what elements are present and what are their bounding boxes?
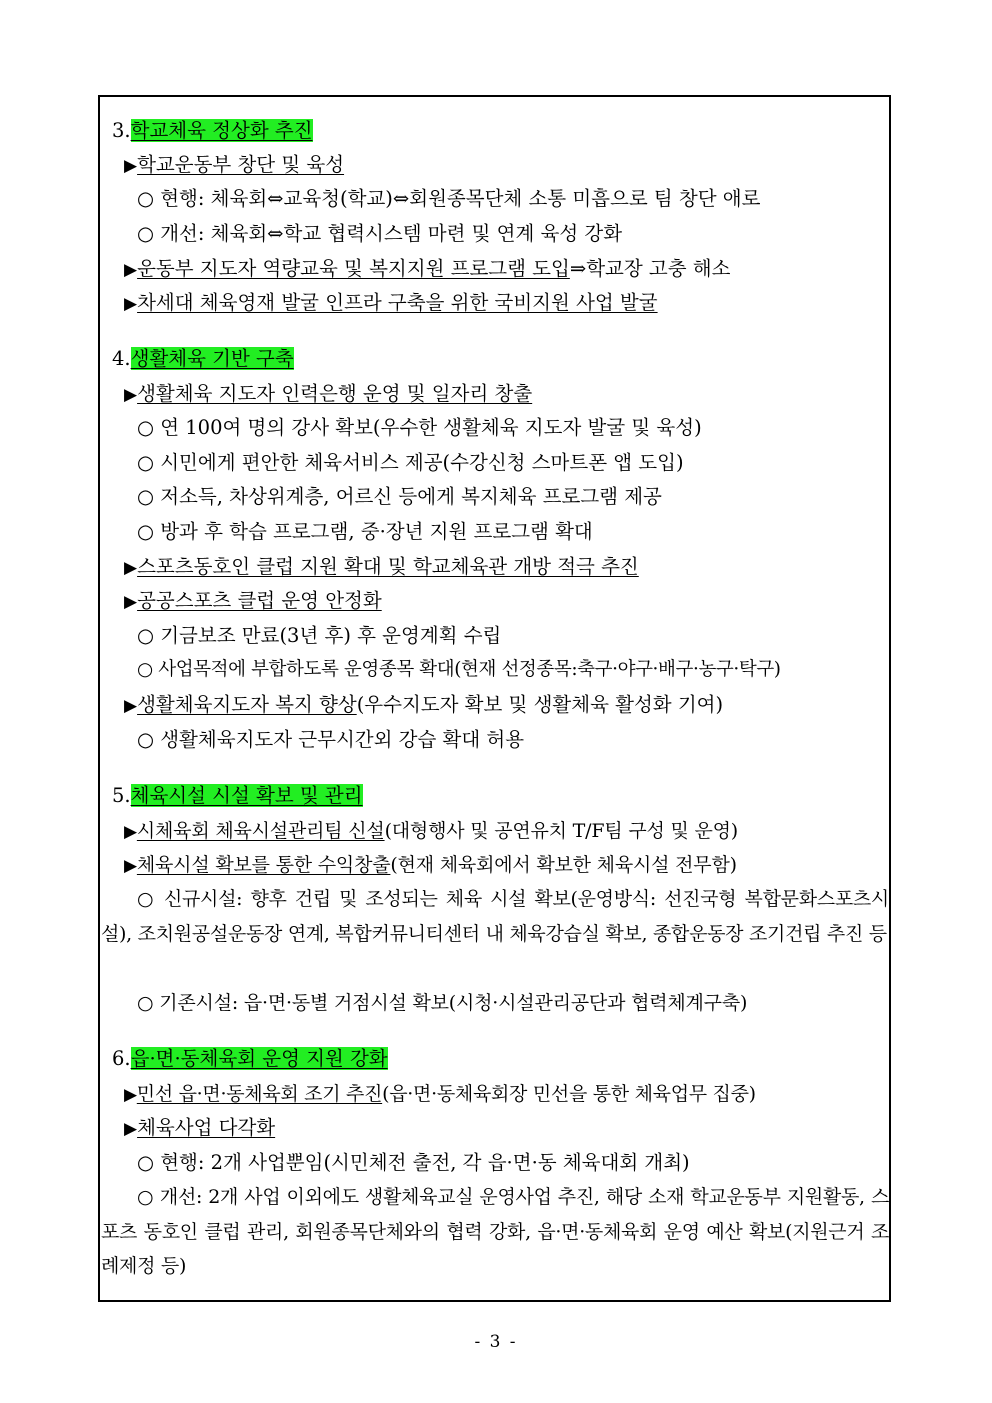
arrow-item: ▶공공스포츠 클럽 운영 안정화: [124, 588, 382, 615]
triangle-bullet-icon: ▶: [124, 592, 138, 612]
arrow-item: ▶민선 읍·면·동체육회 조기 추진(읍·면·동체육회장 민선을 통한 체육업무 집중): [124, 1081, 756, 1108]
circle-bullet-icon: ○: [137, 888, 156, 910]
triangle-bullet-icon: ▶: [124, 856, 137, 876]
arrow-item: ▶시체육회 체육시설관리팀 신설(대형행사 및 공연유치 T/F팀 구성 및 운영): [124, 818, 738, 845]
circle-bullet-icon: ○: [137, 485, 155, 508]
section-5-heading: 5.체육시설 시설 확보 및 관리: [112, 784, 363, 807]
circle-item: ○ 현행: 2개 사업뿐임(시민체전 출전, 각 읍·면·동 체육대회 개최): [137, 1151, 690, 1174]
circle-item: ○ 연 100여 명의 강사 확보(우수한 생활체육 지도자 발굴 및 육성): [137, 416, 702, 439]
section-6-title: 읍·면·동체육회 운영 지원 강화: [130, 1047, 388, 1070]
section-3-heading: 3.학교체육 정상화 추진: [112, 119, 313, 142]
section-5-title: 체육시설 시설 확보 및 관리: [130, 784, 363, 807]
circle-bullet-icon: ○: [137, 222, 155, 245]
triangle-bullet-icon: ▶: [124, 260, 138, 280]
circle-item: ○ 현행: 체육회⇔교육청(학교)⇔회원종목단체 소통 미흡으로 팀 창단 애로: [137, 187, 761, 210]
circle-item: ○ 개선: 체육회⇔학교 협력시스템 마련 및 연계 육성 강화: [137, 222, 623, 245]
circle-bullet-icon: ○: [137, 1186, 154, 1208]
arrow-item: ▶학교운동부 창단 및 육성: [124, 152, 344, 179]
circle-item: ○ 시민에게 편안한 체육서비스 제공(수강신청 스마트폰 앱 도입): [137, 451, 684, 474]
circle-bullet-icon: ○: [137, 992, 154, 1014]
arrow-item: ▶생활체육지도자 복지 향상(우수지도자 확보 및 생활체육 활성화 기여): [124, 692, 723, 719]
triangle-bullet-icon: ▶: [124, 822, 137, 842]
triangle-bullet-icon: ▶: [124, 696, 138, 716]
circle-item: ○ 생활체육지도자 근무시간외 강습 확대 허용: [137, 728, 525, 751]
arrow-item: ▶운동부 지도자 역량교육 및 복지지원 프로그램 도입⇒학교장 고충 해소: [124, 256, 730, 283]
circle-bullet-icon: ○: [137, 416, 155, 439]
circle-bullet-icon: ○: [137, 520, 155, 543]
circle-item: ○ 사업목적에 부합하도록 운영종목 확대(현재 선정종목:축구·야구·배구·농구·탁구): [137, 659, 781, 680]
arrow-item: ▶생활체육 지도자 인력은행 운영 및 일자리 창출: [124, 381, 532, 408]
triangle-bullet-icon: ▶: [124, 1085, 137, 1105]
circle-bullet-icon: ○: [137, 728, 155, 751]
arrow-item: ▶스포츠동호인 클럽 지원 확대 및 학교체육관 개방 적극 추진: [124, 554, 639, 581]
circle-bullet-icon: ○: [137, 187, 155, 210]
arrow-item: ▶체육사업 다각화: [124, 1115, 275, 1142]
section-6-heading: 6.읍·면·동체육회 운영 지원 강화: [112, 1047, 388, 1070]
triangle-bullet-icon: ▶: [124, 294, 138, 314]
circle-bullet-icon: ○: [137, 451, 155, 474]
circle-bullet-icon: ○: [137, 1151, 155, 1174]
circle-item: ○ 저소득, 차상위계층, 어르신 등에게 복지체육 프로그램 제공: [137, 485, 662, 508]
arrow-item: ▶차세대 체육영재 발굴 인프라 구축을 위한 국비지원 사업 발굴: [124, 290, 658, 317]
circle-bullet-icon: ○: [137, 659, 153, 680]
circle-item: ○ 기존시설: 읍·면·동별 거점시설 확보(시청·시설관리공단과 협력체계구축): [137, 992, 748, 1014]
triangle-bullet-icon: ▶: [124, 156, 138, 176]
arrow-item: ▶체육시설 확보를 통한 수익창출(현재 체육회에서 확보한 체육시설 전무함): [124, 852, 737, 879]
circle-item-wrapped: ○ 신규시설: 향후 건립 및 조성되는 체육 시설 확보(운영방식: 선진국형 복합문화스포츠시설), 조치원공설운동장 연계, 복합커뮤니티센터 내 체육강습실 확보, 종합운동장 조기건립 추진 등: [101, 888, 889, 945]
section-4-heading: 4.생활체육 기반 구축: [112, 347, 294, 370]
triangle-bullet-icon: ▶: [124, 385, 138, 405]
section-4-title: 생활체육 기반 구축: [130, 347, 294, 370]
triangle-bullet-icon: ▶: [124, 558, 138, 578]
circle-item-wrapped: ○ 개선: 2개 사업 이외에도 생활체육교실 운영사업 추진, 해당 소재 학교운동부 지원활동, 스포츠 동호인 클럽 관리, 회원종목단체와의 협력 강화, 읍·면·동체육회 운영 예산 확보(지원근거 조례제정 등): [101, 1186, 889, 1277]
section-3-title: 학교체육 정상화 추진: [130, 119, 313, 142]
page-number: - 3 -: [474, 1332, 518, 1352]
circle-item: ○ 방과 후 학습 프로그램, 중·장년 지원 프로그램 확대: [137, 520, 593, 543]
triangle-bullet-icon: ▶: [124, 1119, 138, 1139]
circle-bullet-icon: ○: [137, 624, 155, 647]
circle-item: ○ 기금보조 만료(3년 후) 후 운영계획 수립: [137, 624, 502, 647]
